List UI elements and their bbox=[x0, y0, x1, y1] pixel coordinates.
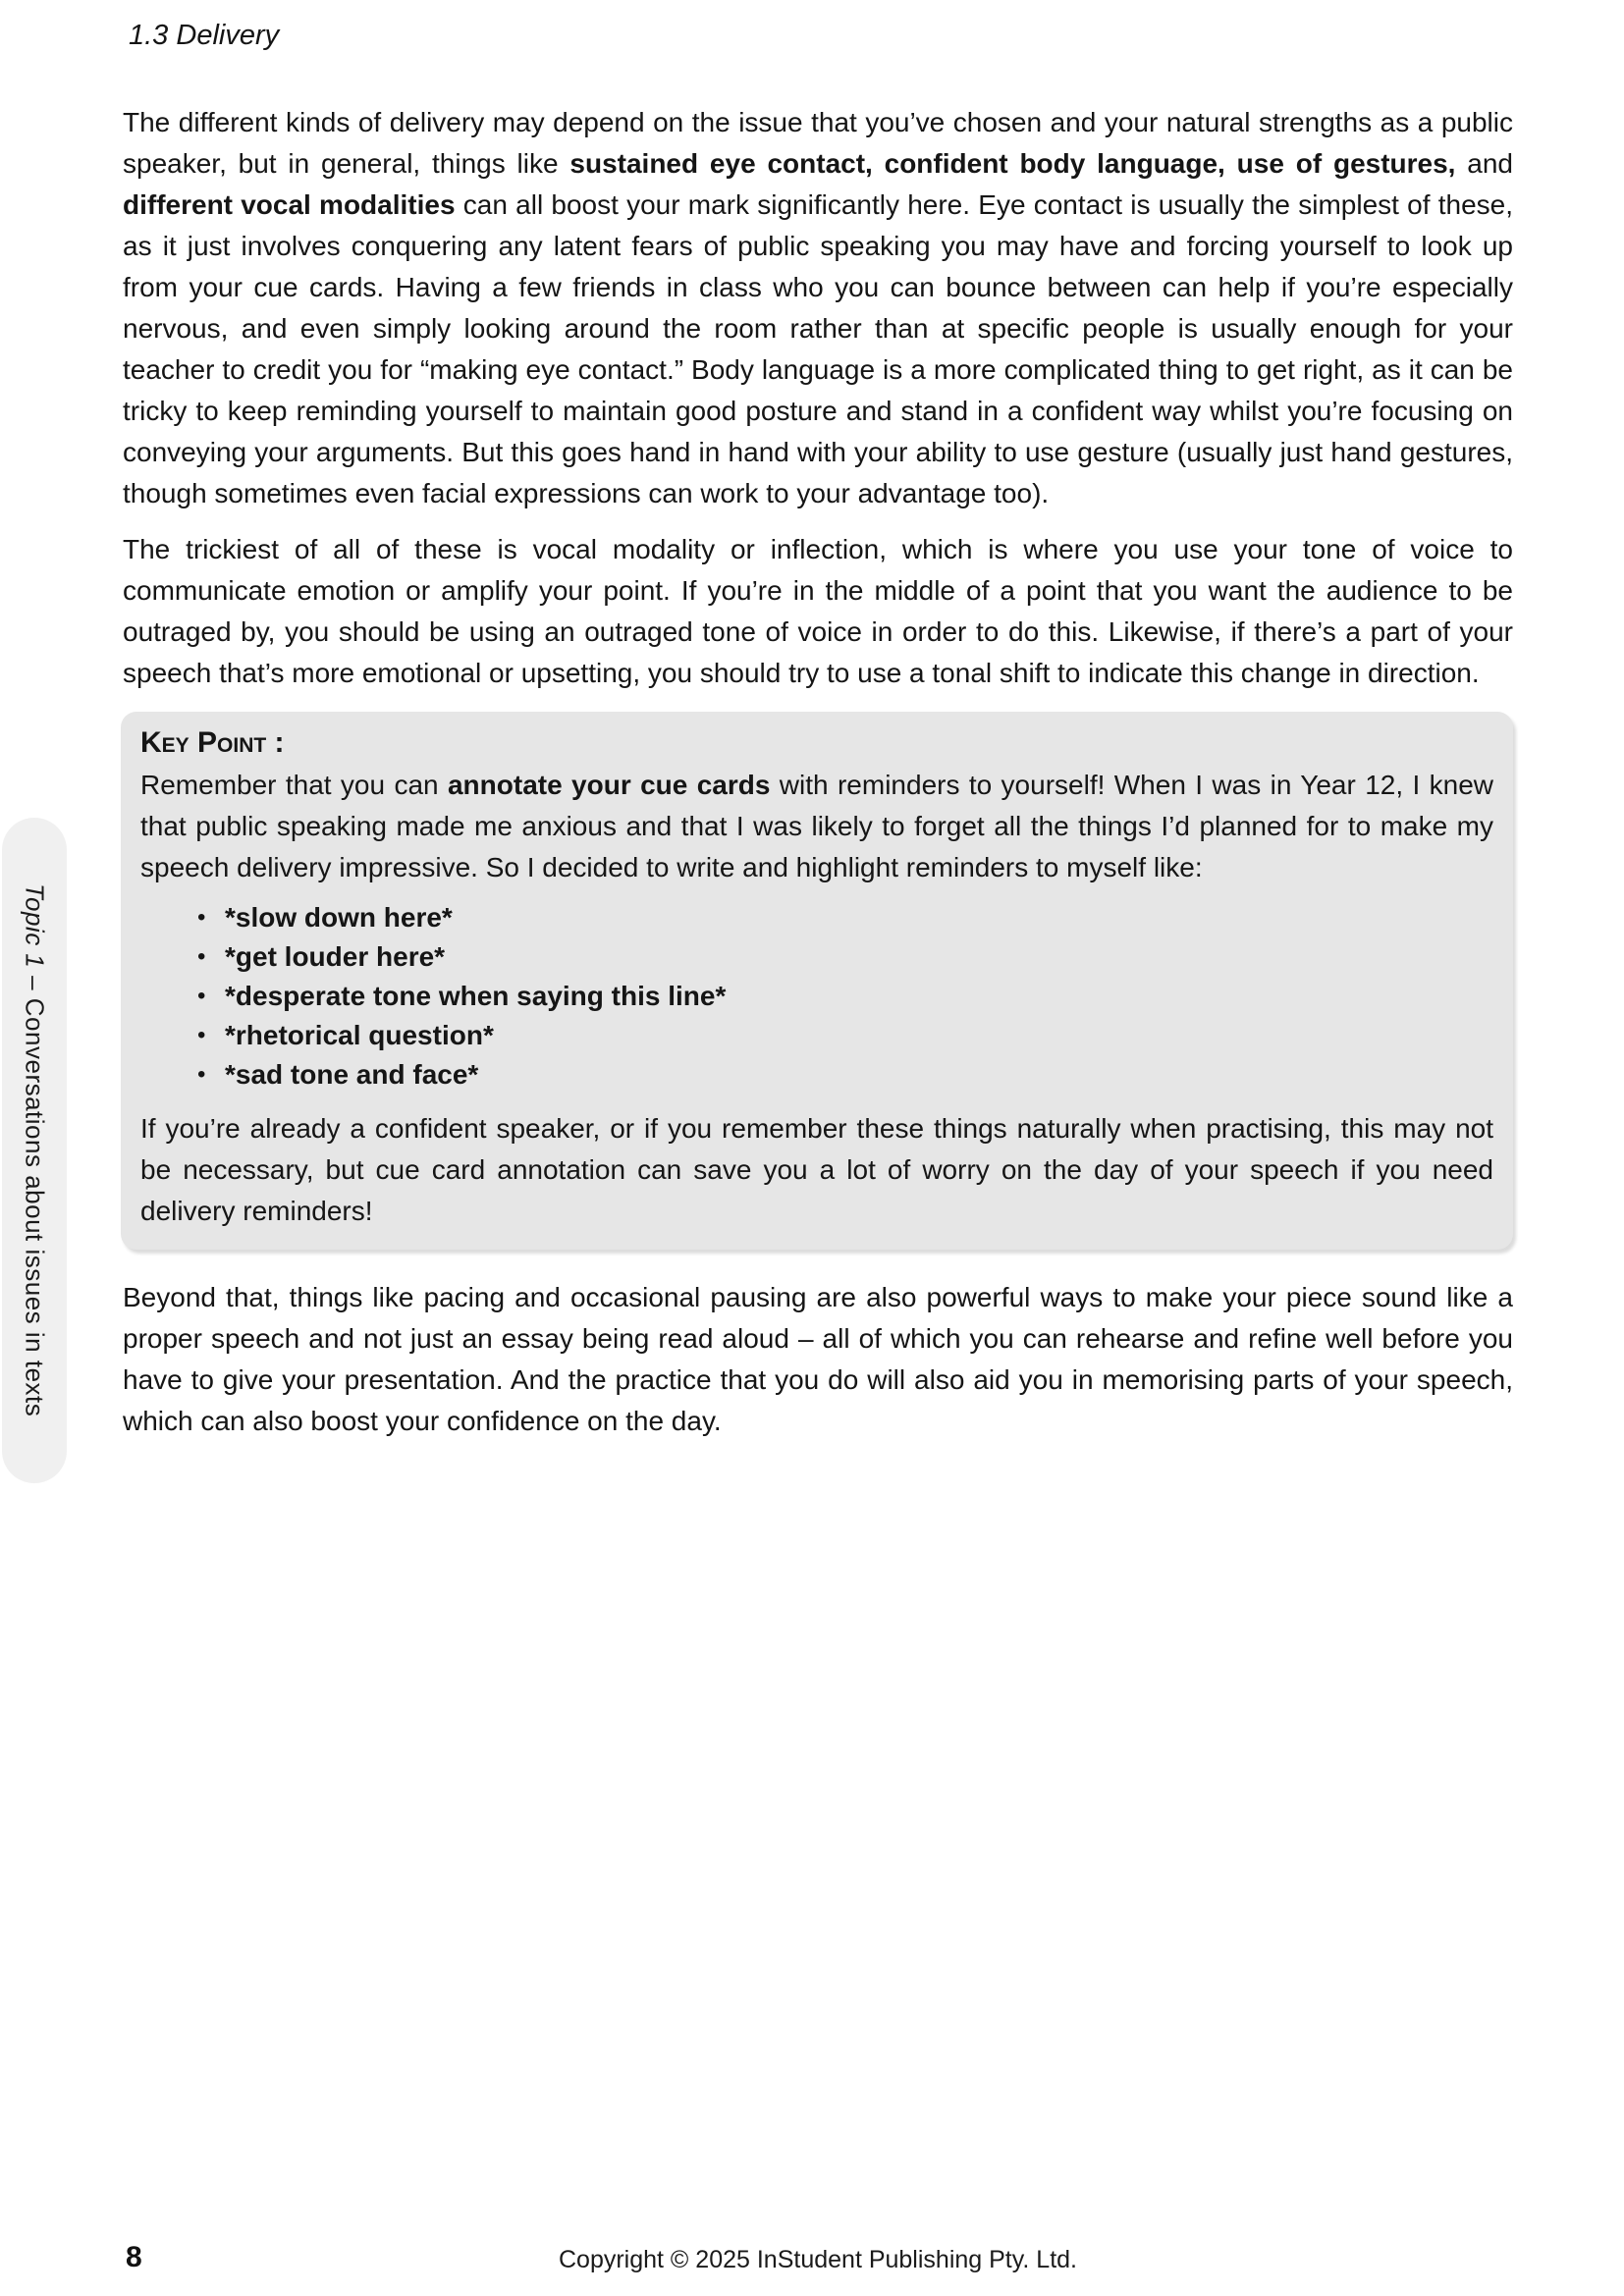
list-item: • *rhetorical question* bbox=[197, 1016, 1493, 1055]
topic-number-label: Topic 1 bbox=[20, 883, 50, 969]
paragraph-pacing-practice: Beyond that, things like pacing and occasional pausing are also powerful ways to make your piece sound like a proper speech and not just an essay being read aloud – all of which you can rehearse and refine well before you have to give your presentation. And the practice that you do will also aid you in memorising parts of your speech, which can also boost your confidence on the day. bbox=[123, 1282, 1513, 1436]
key-point-outro: If you’re already a confident speaker, or if you remember these things naturally when practising, this may not be necessary, but cue card annotation can save you a lot of worry on the day of your speech if you need delivery reminders! bbox=[140, 1113, 1493, 1226]
body-text-run-bold: different vocal modalities bbox=[123, 189, 456, 220]
body-text-run: Remember that you can bbox=[140, 770, 448, 800]
body-text-run: can all boost your mark significantly here. Eye contact is usually the simplest of these, as it just involves conquering any latent fears of public speaking you may have and forcing yourself to look up from your cue cards. Having a few friends in class who you can bounce between can help if you’re especially nervous, and even simply looking around the room rather than at specific people is usually enough for your teacher to credit you for “making eye contact.” Body language is a more complicated thing to get right, as it can be tricky to keep reminding yourself to maintain good posture and stand in a confident way whilst you’re focusing on conveying your arguments. But this goes hand in hand with your ability to use gesture (usually just hand gestures, though sometimes even facial expressions can work to your advantage too). bbox=[123, 189, 1514, 508]
page-number: 8 bbox=[126, 2241, 142, 2273]
key-point-heading: Key Point : bbox=[140, 726, 285, 759]
topic-sidebar-label bbox=[20, 883, 50, 1416]
cue-card-reminder-list bbox=[197, 898, 1493, 1095]
body-text-run: and bbox=[1455, 148, 1514, 179]
topic-sidebar-tab bbox=[2, 818, 67, 1483]
list-item: • *sad tone and face* bbox=[197, 1055, 1493, 1095]
body-text-run-bold: sustained eye contact, confident body language, use of gestures, bbox=[569, 148, 1456, 179]
paragraph-delivery-overview bbox=[123, 102, 1513, 514]
body-text-run: The different kinds of delivery may depend on the issue that you’ve chosen and your natural strengths as a public speaker, but in general, things like bbox=[123, 107, 1513, 179]
list-item: • *desperate tone when saying this line* bbox=[197, 977, 1493, 1016]
key-point-box bbox=[121, 712, 1513, 1250]
key-point-intro bbox=[140, 765, 1493, 888]
body-text-run-bold: annotate your cue cards bbox=[447, 770, 771, 800]
body-text-run: with reminders to yourself! When I was in Year 12, I knew that public speaking made me anxious and that I was likely to forget all the things I’d planned for to make my speech delivery impressive. So I decided to write and highlight reminders to myself like: bbox=[140, 770, 1494, 882]
paragraph-vocal-modality: The trickiest of all of these is vocal modality or inflection, which is where you use your tone of voice to communicate emotion or amplify your point. If you’re in the middle of a point that you want the audience to be outraged by, you should be using an outraged tone of voice in order to do this. Likewise, if there’s a part of your speech that’s more emotional or upsetting, you should try to use a tonal shift to indicate this change in direction. bbox=[123, 534, 1513, 688]
list-item: • *slow down here* bbox=[197, 898, 1493, 937]
topic-title-label: – Conversations about issues in texts bbox=[20, 968, 50, 1417]
copyright-notice: Copyright © 2025 InStudent Publishing Pty. Ltd. bbox=[558, 2246, 1077, 2273]
list-item: • *get louder here* bbox=[197, 937, 1493, 977]
page-body bbox=[123, 102, 1513, 1457]
section-heading: 1.3 Delivery bbox=[129, 20, 280, 51]
